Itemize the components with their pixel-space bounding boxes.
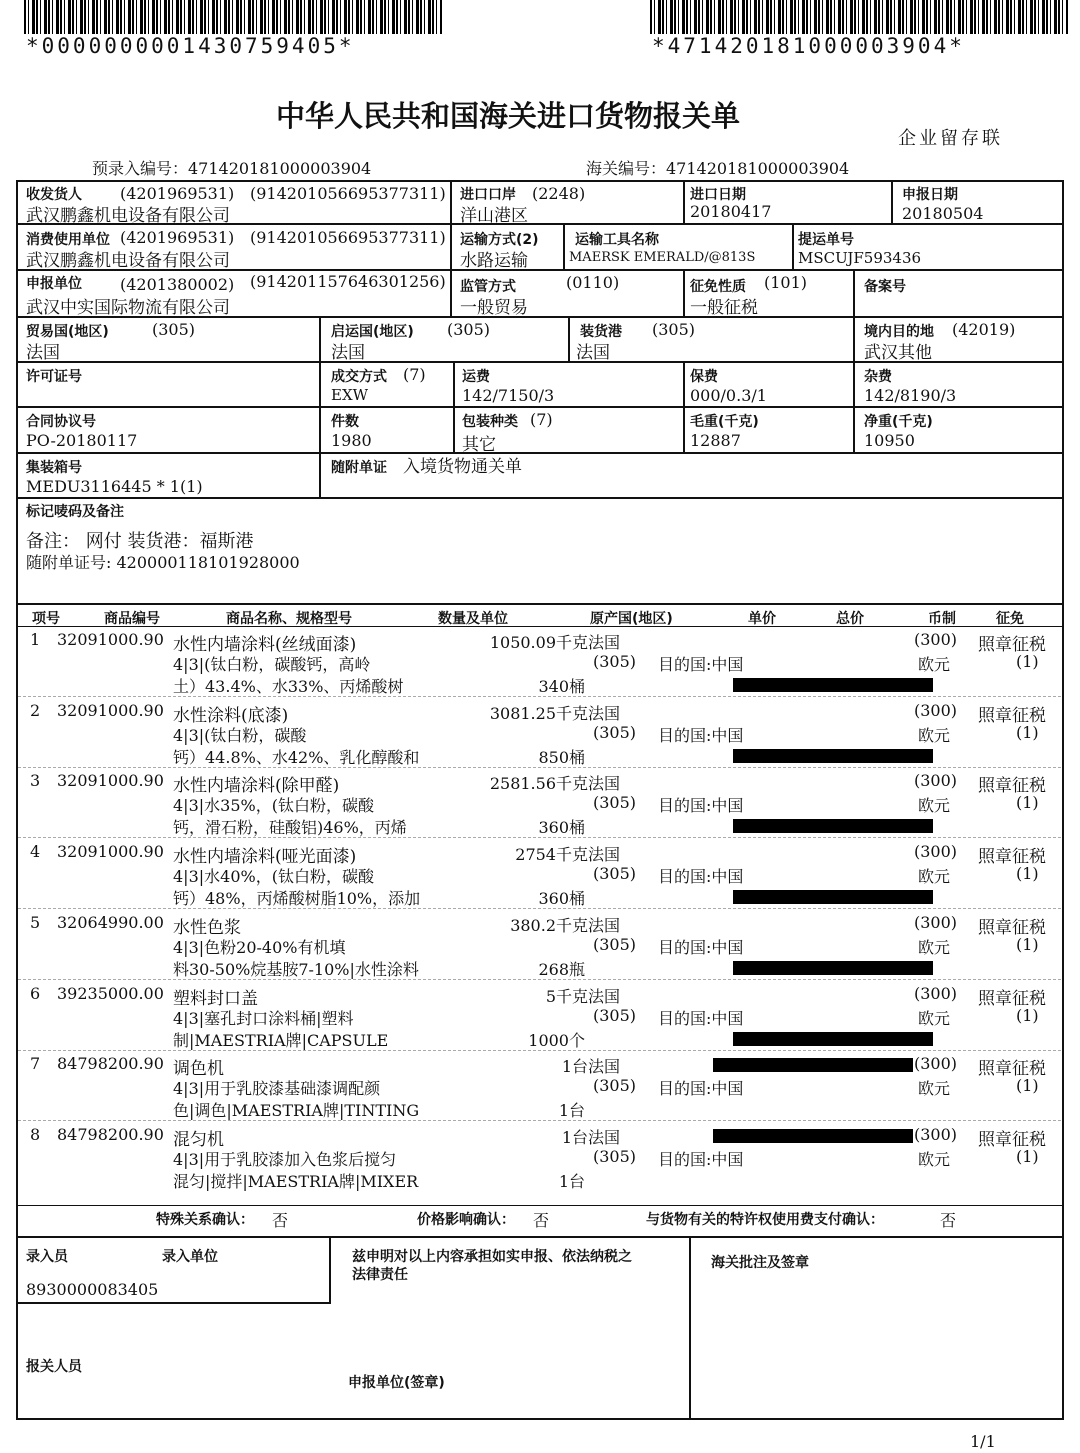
item-levy: 照章征税 xyxy=(978,847,1046,868)
item-spec-line-1: 4|3|水35%，(钛白粉，碳酸 xyxy=(173,796,374,816)
column-header: 币制 xyxy=(928,611,956,627)
row-divider xyxy=(18,696,1061,697)
item-origin-code: (305) xyxy=(592,652,636,671)
destination-code: (42019) xyxy=(952,320,1016,339)
pieces: 1980 xyxy=(331,431,372,450)
item-name: 水性内墙涂料(丝绒面漆) xyxy=(173,635,357,655)
column-header: 商品编号 xyxy=(104,611,160,627)
item-spec-line-2: 钙）48%，丙烯酸树脂10%，添加 xyxy=(173,889,421,909)
item-quantity-origin: 5千克法国 xyxy=(545,986,620,1006)
row-divider xyxy=(18,979,1061,980)
item-destination: 目的国:中国 xyxy=(658,796,744,816)
insurance: 000/0.3/1 xyxy=(690,386,767,405)
item-number: 4 xyxy=(30,842,41,862)
gross-weight: 12887 xyxy=(690,431,741,450)
column-header: 总价 xyxy=(836,611,864,627)
item-spec-line-1: 4|3|(钛白粉，碳酸 xyxy=(173,725,307,745)
item-levy-code: (1) xyxy=(1016,722,1039,742)
freight: 142/7150/3 xyxy=(462,386,555,405)
container-label: 集装箱号 xyxy=(26,460,82,476)
item-currency: 欧元 xyxy=(918,725,951,745)
port-label: 进口口岸 xyxy=(460,187,516,203)
clerk-label: 录入员 xyxy=(26,1249,68,1265)
row-divider xyxy=(18,767,1061,768)
package: 其它 xyxy=(462,435,496,455)
special-relation-value: 否 xyxy=(272,1211,289,1230)
royalty-value: 否 xyxy=(940,1211,957,1230)
item-name: 水性内墙涂料(哑光面漆) xyxy=(173,847,357,868)
item-package-qty: 268瓶 xyxy=(538,959,585,979)
royalty-label: 与货物有关的特许权使用费支付确认： xyxy=(646,1212,884,1228)
consumer-label: 消费使用单位 xyxy=(26,232,110,248)
supervision-label: 监管方式 xyxy=(460,279,516,295)
net-weight: 10950 xyxy=(864,431,915,450)
origin-country-label: 启运国(地区) xyxy=(331,324,414,340)
copy-label: 企业留存联 xyxy=(898,128,1003,149)
row-divider xyxy=(18,1120,1061,1121)
price-impact-value: 否 xyxy=(533,1211,550,1230)
item-spec-line-1: 4|3|色粉20-40%有机填 xyxy=(173,937,346,957)
redacted-price xyxy=(733,890,933,904)
bl-label: 提运单号 xyxy=(798,232,854,248)
redacted-price xyxy=(733,819,933,833)
declarant-seal-label: 申报单位(签章) xyxy=(348,1375,445,1391)
item-currency: 欧元 xyxy=(918,1008,951,1028)
agent-credit: (914201157646301256) xyxy=(250,272,446,291)
statement-line-2: 法律责任 xyxy=(352,1267,408,1283)
item-quantity-origin: 3081.25千克法国 xyxy=(489,703,620,723)
redacted-price xyxy=(733,749,933,763)
item-levy: 照章征税 xyxy=(978,705,1046,726)
consumer-code: (4201969531) xyxy=(120,228,235,247)
entry-unit-label: 录入单位 xyxy=(162,1249,218,1265)
item-name: 水性涂料(底漆) xyxy=(173,705,289,726)
item-levy-code: (1) xyxy=(1016,793,1039,813)
customs-number: 海关编号：471420181000003904 xyxy=(586,159,850,178)
loading-port-code: (305) xyxy=(652,320,696,339)
remark-line-2: 随附单证号: 420000118101928000 xyxy=(26,553,300,572)
consumer-credit: (914201056695377311) xyxy=(250,228,446,247)
agent: 武汉中实国际物流有限公司 xyxy=(26,298,230,318)
item-code: 32091000.90 xyxy=(57,630,164,649)
origin-country-code: (305) xyxy=(447,320,491,339)
item-code: 32091000.90 xyxy=(57,700,164,720)
bl-number: MSCUJF593436 xyxy=(798,249,922,267)
trade-country: 法国 xyxy=(26,343,60,363)
misc-label: 杂费 xyxy=(864,369,892,385)
item-name: 混匀机 xyxy=(173,1129,224,1150)
column-header: 原产国(地区) xyxy=(590,611,673,627)
marks-label: 标记唛码及备注 xyxy=(26,504,124,520)
loading-port-label: 装货港 xyxy=(580,324,622,340)
terms-label: 成交方式 xyxy=(331,369,387,385)
consignee-label: 收发货人 xyxy=(26,187,82,203)
item-name: 水性色浆 xyxy=(173,917,241,938)
item-levy-code: (1) xyxy=(1016,652,1039,671)
item-levy-code: (1) xyxy=(1016,1146,1039,1166)
item-code: 84798200.90 xyxy=(57,1054,164,1074)
barcode-right-text: *471420181000003904* xyxy=(652,34,965,58)
column-header: 商品名称、规格型号 xyxy=(226,611,352,627)
freight-label: 运费 xyxy=(462,369,490,385)
item-levy: 照章征税 xyxy=(978,635,1046,655)
record-label: 备案号 xyxy=(864,279,906,295)
item-quantity-origin: 380.2千克法国 xyxy=(510,915,620,935)
item-quantity-origin: 2581.56千克法国 xyxy=(489,774,620,794)
row-divider xyxy=(18,1050,1061,1051)
item-spec-line-1: 4|3|水40%，(钛白粉，碳酸 xyxy=(173,867,374,887)
docs: 入境货物通关单 xyxy=(403,457,522,477)
declare-date-label: 申报日期 xyxy=(902,187,958,203)
item-package-qty: 1000个 xyxy=(528,1030,585,1050)
item-currency-code: (300) xyxy=(914,1124,958,1144)
item-package-qty: 1台 xyxy=(558,1171,585,1191)
item-levy-code: (1) xyxy=(1016,1076,1039,1096)
net-weight-label: 净重(千克) xyxy=(864,414,933,430)
item-code: 32091000.90 xyxy=(57,771,164,791)
trade-country-label: 贸易国(地区) xyxy=(26,324,109,340)
terms: EXW xyxy=(331,386,369,404)
item-code: 32064990.00 xyxy=(57,912,164,932)
vessel: MAERSK EMERALD/@813S xyxy=(569,250,756,265)
port-code: (2248) xyxy=(532,184,586,203)
container: MEDU3116445 * 1(1) xyxy=(26,477,203,496)
contract-label: 合同协议号 xyxy=(26,414,96,430)
destination-label: 境内目的地 xyxy=(864,324,934,340)
item-currency-code: (300) xyxy=(914,630,958,649)
item-code: 32091000.90 xyxy=(57,842,164,862)
row-divider xyxy=(18,908,1061,909)
item-levy-code: (1) xyxy=(1016,934,1039,954)
levy-label: 征免性质 xyxy=(690,279,746,295)
supervision-code: (0110) xyxy=(566,273,620,292)
license-label: 许可证号 xyxy=(26,369,82,385)
pre-entry-number: 预录入编号：471420181000003904 xyxy=(92,159,372,178)
item-destination: 目的国:中国 xyxy=(658,1149,744,1169)
column-header: 单价 xyxy=(748,611,776,627)
item-levy-code: (1) xyxy=(1016,1005,1039,1025)
special-relation-label: 特殊关系确认： xyxy=(156,1212,254,1228)
consignee: 武汉鹏鑫机电设备有限公司 xyxy=(26,206,230,226)
item-levy: 照章征税 xyxy=(978,776,1046,797)
item-spec-line-2: 土）43.4%、水33%、丙烯酸树 xyxy=(173,677,404,696)
item-spec-line-2: 制|MAESTRIA牌|CAPSULE xyxy=(173,1030,389,1050)
levy-code: (101) xyxy=(764,273,808,292)
item-quantity-origin: 1台法国 xyxy=(561,1057,620,1077)
barcode-left-text: *0000000001430759405* xyxy=(26,34,355,58)
item-destination: 目的国:中国 xyxy=(658,867,744,887)
item-currency: 欧元 xyxy=(918,1149,951,1169)
item-spec-line-2: 色|调色|MAESTRIA牌|TINTING xyxy=(173,1101,420,1121)
import-date-label: 进口日期 xyxy=(690,187,746,203)
item-package-qty: 360桶 xyxy=(538,889,585,909)
item-quantity-origin: 1050.09千克法国 xyxy=(489,633,620,652)
item-spec-line-1: 4|3|用于乳胶漆基础漆调配颜 xyxy=(173,1079,381,1099)
statement: 兹申明对以上内容承担如实申报、依法纳税之 xyxy=(352,1249,632,1265)
clerk-number: 8930000083405 xyxy=(26,1280,159,1299)
item-package-qty: 850桶 xyxy=(538,747,585,767)
item-name: 调色机 xyxy=(173,1059,224,1080)
insurance-label: 保费 xyxy=(690,369,718,385)
item-currency: 欧元 xyxy=(918,867,951,887)
trade-country-code: (305) xyxy=(152,320,196,339)
pieces-label: 件数 xyxy=(331,414,359,430)
item-destination: 目的国:中国 xyxy=(658,937,744,957)
item-currency-code: (300) xyxy=(914,771,958,791)
item-spec-line-1: 4|3|用于乳胶漆加入色浆后搅匀 xyxy=(173,1149,397,1169)
column-header: 项号 xyxy=(32,611,60,627)
gross-weight-label: 毛重(千克) xyxy=(690,414,759,430)
declare-date: 20180504 xyxy=(902,204,984,223)
item-currency: 欧元 xyxy=(918,796,951,816)
item-spec-line-1: 4|3|塞孔封口涂料桶|塑料 xyxy=(173,1008,354,1028)
remark-line-1: 备注： 网付 装货港：福斯港 xyxy=(26,531,254,552)
agent-code: (4201380002) xyxy=(120,275,235,294)
item-number: 5 xyxy=(30,912,41,932)
item-levy: 照章征税 xyxy=(978,917,1046,938)
redacted-price xyxy=(713,1058,913,1072)
price-impact-label: 价格影响确认： xyxy=(417,1212,515,1228)
origin-country: 法国 xyxy=(331,343,365,363)
loading-port: 法国 xyxy=(576,343,610,363)
vessel-label: 运输工具名称 xyxy=(575,232,659,248)
item-spec-line-2: 钙）44.8%、水42%、乳化醇酸和 xyxy=(173,747,420,767)
item-currency: 欧元 xyxy=(918,655,951,674)
barcode-right xyxy=(650,0,1068,34)
item-package-qty: 360桶 xyxy=(538,818,585,838)
transport-label: 运输方式(2) xyxy=(460,232,539,248)
item-currency-code: (300) xyxy=(914,1054,958,1074)
item-currency: 欧元 xyxy=(918,1079,951,1099)
item-currency-code: (300) xyxy=(914,842,958,862)
item-name: 水性内墙涂料(除甲醛) xyxy=(173,776,340,797)
item-destination: 目的国:中国 xyxy=(658,1008,744,1028)
item-number: 3 xyxy=(30,771,41,791)
item-spec-line-2: 混匀|搅拌|MAESTRIA牌|MIXER xyxy=(173,1171,419,1191)
contract: PO-20180117 xyxy=(26,431,138,450)
item-spec-line-1: 4|3|(钛白粉，碳酸钙，高岭 xyxy=(173,655,371,674)
column-header: 数量及单位 xyxy=(438,611,508,627)
redacted-price xyxy=(733,961,933,975)
levy: 一般征税 xyxy=(690,298,758,318)
item-currency-code: (300) xyxy=(914,912,958,932)
item-origin-code: (305) xyxy=(592,793,636,813)
import-date: 20180417 xyxy=(690,202,772,221)
item-levy: 照章征税 xyxy=(978,1129,1046,1150)
barcode-left xyxy=(24,0,442,34)
consignee-credit: (914201056695377311) xyxy=(250,184,446,203)
redacted-price xyxy=(713,1129,913,1143)
item-number: 7 xyxy=(30,1054,41,1074)
transport: 水路运输 xyxy=(460,251,528,271)
consignee-code: (4201969531) xyxy=(120,184,235,203)
item-spec-line-2: 料30-50%烷基胺7-10%|水性涂料 xyxy=(173,959,419,979)
item-quantity-origin: 2754千克法国 xyxy=(515,845,620,865)
terms-code: (7) xyxy=(403,365,426,384)
item-destination: 目的国:中国 xyxy=(658,655,744,674)
item-destination: 目的国:中国 xyxy=(658,1079,744,1099)
supervision: 一般贸易 xyxy=(460,298,528,318)
item-currency: 欧元 xyxy=(918,937,951,957)
agent-label: 申报单位 xyxy=(26,276,82,292)
item-origin-code: (305) xyxy=(592,1005,636,1025)
docs-label: 随附单证 xyxy=(331,460,387,476)
item-code: 84798200.90 xyxy=(57,1124,164,1144)
item-code: 39235000.00 xyxy=(57,983,164,1003)
row-divider xyxy=(18,837,1061,838)
item-package-qty: 340桶 xyxy=(538,677,585,696)
misc: 142/8190/3 xyxy=(864,386,957,405)
item-currency-code: (300) xyxy=(914,700,958,720)
item-origin-code: (305) xyxy=(592,864,636,884)
port: 洋山港区 xyxy=(460,206,528,226)
item-levy-code: (1) xyxy=(1016,864,1039,884)
item-spec-line-2: 钙，滑石粉，硅酸铝)46%，丙烯 xyxy=(173,818,407,838)
item-number: 2 xyxy=(30,700,41,720)
item-package-qty: 1台 xyxy=(558,1101,585,1121)
item-origin-code: (305) xyxy=(592,1146,636,1166)
item-number: 1 xyxy=(30,630,41,649)
package-label: 包装种类 xyxy=(462,414,518,430)
item-origin-code: (305) xyxy=(592,934,636,954)
customs-seal-label: 海关批注及签章 xyxy=(711,1255,809,1271)
package-code: (7) xyxy=(530,410,553,429)
consumer: 武汉鹏鑫机电设备有限公司 xyxy=(26,251,230,271)
item-levy: 照章征税 xyxy=(978,988,1046,1009)
item-currency-code: (300) xyxy=(914,983,958,1003)
destination: 武汉其他 xyxy=(864,343,932,363)
redacted-price xyxy=(733,678,933,692)
item-name: 塑料封口盖 xyxy=(173,988,258,1009)
item-destination: 目的国:中国 xyxy=(658,725,744,745)
declarant-label: 报关人员 xyxy=(26,1359,82,1375)
column-header: 征免 xyxy=(996,611,1024,627)
item-quantity-origin: 1台法国 xyxy=(561,1127,620,1147)
item-origin-code: (305) xyxy=(592,722,636,742)
item-number: 8 xyxy=(30,1124,41,1144)
item-origin-code: (305) xyxy=(592,1076,636,1096)
redacted-price xyxy=(733,1032,933,1046)
item-number: 6 xyxy=(30,983,41,1003)
page-title: 中华人民共和国海关进口货物报关单 xyxy=(276,99,741,133)
item-levy: 照章征税 xyxy=(978,1059,1046,1080)
page-number: 1/1 xyxy=(970,1432,996,1451)
